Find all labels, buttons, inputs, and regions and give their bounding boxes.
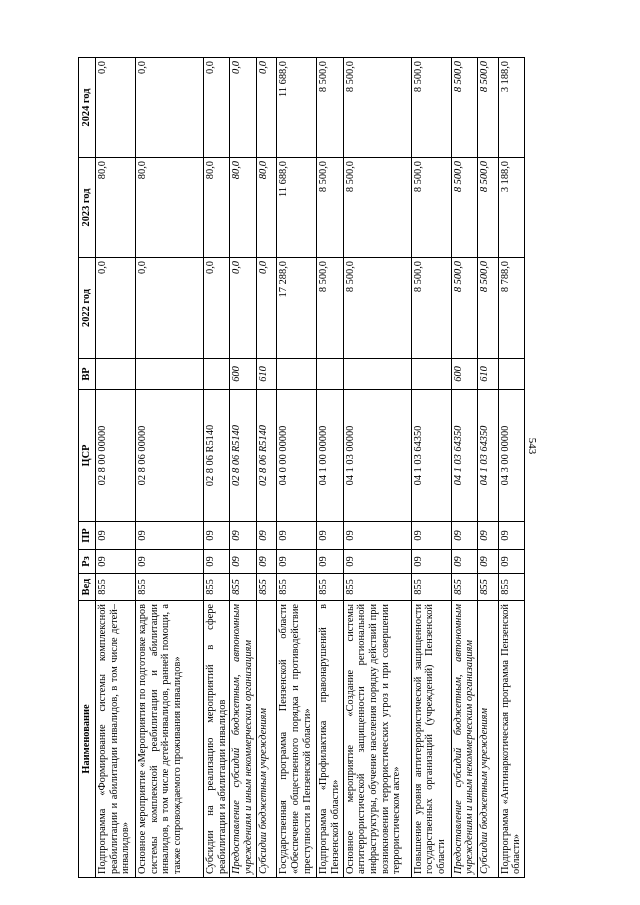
row-name: Подпрограмма «Профилактика правонарушений в Пензенской области» — [317, 601, 343, 878]
row-2024: 0,0 — [136, 58, 204, 158]
row-name: Предоставление субсидий бюджетным, автономным учреждениям и иным некоммерческим организациям — [230, 601, 256, 878]
table-row — [411, 58, 451, 878]
row-2022: 8 788,0 — [498, 258, 524, 359]
row-rz: 09 — [451, 550, 477, 574]
header-csr: ЦСР — [79, 390, 96, 522]
row-ved: 855 — [136, 574, 204, 601]
table-row — [136, 58, 204, 878]
header-2022: 2022 год — [79, 258, 96, 359]
row-pr: 09 — [204, 522, 230, 550]
row-pr: 09 — [277, 522, 317, 550]
table-row — [256, 58, 277, 878]
row-2022: 8 500,0 — [477, 258, 498, 359]
row-2022: 8 500,0 — [451, 258, 477, 359]
row-vr — [411, 359, 451, 390]
row-pr: 09 — [256, 522, 277, 550]
row-vr — [317, 359, 343, 390]
header-2024: 2024 год — [79, 58, 96, 158]
table-row — [317, 58, 343, 878]
row-2023: 8 500,0 — [451, 158, 477, 258]
row-vr — [343, 359, 411, 390]
row-name: Субсидии бюджетным учреждениям — [477, 601, 498, 878]
table-row — [498, 58, 524, 878]
row-2022: 8 500,0 — [343, 258, 411, 359]
row-2023: 80,0 — [136, 158, 204, 258]
row-rz: 09 — [498, 550, 524, 574]
row-name: Государственная программа Пензенской области «Обеспечение общественного порядка и противодействие преступности в Пензенской области» — [277, 601, 317, 878]
header-vr: ВР — [79, 359, 96, 390]
table-row — [451, 58, 477, 878]
table-row — [96, 58, 136, 878]
row-2023: 8 500,0 — [317, 158, 343, 258]
row-2024: 8 500,0 — [317, 58, 343, 158]
row-2024: 11 688,0 — [277, 58, 317, 158]
table-row — [204, 58, 230, 878]
row-ved: 855 — [256, 574, 277, 601]
row-csr: 04 1 00 00000 — [317, 390, 343, 522]
row-csr: 04 3 00 00000 — [498, 390, 524, 522]
row-pr: 09 — [411, 522, 451, 550]
row-name: Подпрограмма «Формирование системы комплексной реабилитации и абилитации инвалидов, в том числе детей–инвалидов» — [96, 601, 136, 878]
row-2022: 8 500,0 — [411, 258, 451, 359]
row-ved: 855 — [451, 574, 477, 601]
row-pr: 09 — [498, 522, 524, 550]
row-2022: 17 288,0 — [277, 258, 317, 359]
row-2024: 3 188,0 — [498, 58, 524, 158]
row-2022: 8 500,0 — [317, 258, 343, 359]
table-header-row — [79, 58, 96, 878]
row-vr — [498, 359, 524, 390]
row-2022: 0,0 — [204, 258, 230, 359]
row-pr: 09 — [136, 522, 204, 550]
row-ved: 855 — [411, 574, 451, 601]
row-ved: 855 — [230, 574, 256, 601]
row-rz: 09 — [96, 550, 136, 574]
row-2024: 8 500,0 — [343, 58, 411, 158]
row-ved: 855 — [277, 574, 317, 601]
row-rz: 09 — [256, 550, 277, 574]
header-2023: 2023 год — [79, 158, 96, 258]
row-rz: 09 — [277, 550, 317, 574]
row-ved: 855 — [204, 574, 230, 601]
row-pr: 09 — [477, 522, 498, 550]
row-pr: 09 — [230, 522, 256, 550]
row-2024: 8 500,0 — [411, 58, 451, 158]
header-rz: Рз — [79, 550, 96, 574]
row-csr: 04 1 03 00000 — [343, 390, 411, 522]
row-2023: 80,0 — [230, 158, 256, 258]
row-2023: 8 500,0 — [477, 158, 498, 258]
row-csr: 02 8 06 00000 — [136, 390, 204, 522]
row-vr: 610 — [477, 359, 498, 390]
row-csr: 04 0 00 00000 — [277, 390, 317, 522]
header-pr: ПР — [79, 522, 96, 550]
table-row — [477, 58, 498, 878]
row-2023: 80,0 — [256, 158, 277, 258]
row-vr: 610 — [256, 359, 277, 390]
row-csr: 02 8 00 00000 — [96, 390, 136, 522]
table-row — [230, 58, 256, 878]
row-2023: 80,0 — [204, 158, 230, 258]
row-2023: 11 688,0 — [277, 158, 317, 258]
row-ved: 855 — [477, 574, 498, 601]
row-2024: 8 500,0 — [477, 58, 498, 158]
row-vr — [136, 359, 204, 390]
row-2022: 0,0 — [256, 258, 277, 359]
table-row — [277, 58, 317, 878]
row-csr: 02 8 06 R5140 — [230, 390, 256, 522]
row-vr: 600 — [230, 359, 256, 390]
row-rz: 09 — [343, 550, 411, 574]
row-2023: 8 500,0 — [411, 158, 451, 258]
header-ved: Вед — [79, 574, 96, 601]
row-vr: 600 — [451, 359, 477, 390]
row-2023: 3 188,0 — [498, 158, 524, 258]
row-rz: 09 — [136, 550, 204, 574]
row-2022: 0,0 — [136, 258, 204, 359]
row-name: Основное мероприятие «Создание системы антитеррористической защищенности региональной инфраструктуры, обучение населения порядку действий при возникновении террористических угроз и при совершении террористическом акте» — [343, 601, 411, 878]
row-2022: 0,0 — [230, 258, 256, 359]
row-name: Повышение уровня антитеррористической защищенности государственных организаций (учреждений) Пензенской области — [411, 601, 451, 878]
table-row — [343, 58, 411, 878]
row-2024: 0,0 — [230, 58, 256, 158]
row-csr: 02 8 06 R5140 — [204, 390, 230, 522]
row-rz: 09 — [317, 550, 343, 574]
row-name: Предоставление субсидий бюджетным, автономным учреждениям и иным некоммерческим организациям — [451, 601, 477, 878]
row-ved: 855 — [343, 574, 411, 601]
row-ved: 855 — [317, 574, 343, 601]
row-csr: 02 8 06 R5140 — [256, 390, 277, 522]
row-name: Основное мероприятие «Мероприятия по подготовке кадров системы комплексной реабилитации и абилитации инвалидов, в том числе детей-инвалидов, ранней помощи, а также сопровождаемого проживания инвалидов» — [136, 601, 204, 878]
row-pr: 09 — [317, 522, 343, 550]
row-vr — [96, 359, 136, 390]
row-vr — [204, 359, 230, 390]
row-pr: 09 — [96, 522, 136, 550]
row-rz: 09 — [230, 550, 256, 574]
row-2024: 8 500,0 — [451, 58, 477, 158]
row-2022: 0,0 — [96, 258, 136, 359]
row-pr: 09 — [451, 522, 477, 550]
row-2024: 0,0 — [256, 58, 277, 158]
row-name: Подпрограмма «Антинаркотическая программа Пензенской области» — [498, 601, 524, 878]
row-rz: 09 — [477, 550, 498, 574]
row-name: Субсидии на реализацию мероприятий в сфере реабилитации и абилитации инвалидов — [204, 601, 230, 878]
rotated-page — [78, 58, 525, 878]
row-2023: 8 500,0 — [343, 158, 411, 258]
row-ved: 855 — [498, 574, 524, 601]
budget-table — [78, 57, 525, 878]
row-2024: 0,0 — [204, 58, 230, 158]
row-rz: 09 — [411, 550, 451, 574]
row-vr — [277, 359, 317, 390]
page-number: 543 — [526, 437, 538, 455]
row-name: Субсидии бюджетным учреждениям — [256, 601, 277, 878]
header-name: Наименование — [79, 601, 96, 878]
row-2024: 0,0 — [96, 58, 136, 158]
row-csr: 04 1 03 64350 — [477, 390, 498, 522]
row-2023: 80,0 — [96, 158, 136, 258]
row-ved: 855 — [96, 574, 136, 601]
row-csr: 04 1 03 64350 — [451, 390, 477, 522]
row-pr: 09 — [343, 522, 411, 550]
row-rz: 09 — [204, 550, 230, 574]
row-csr: 04 1 03 64350 — [411, 390, 451, 522]
